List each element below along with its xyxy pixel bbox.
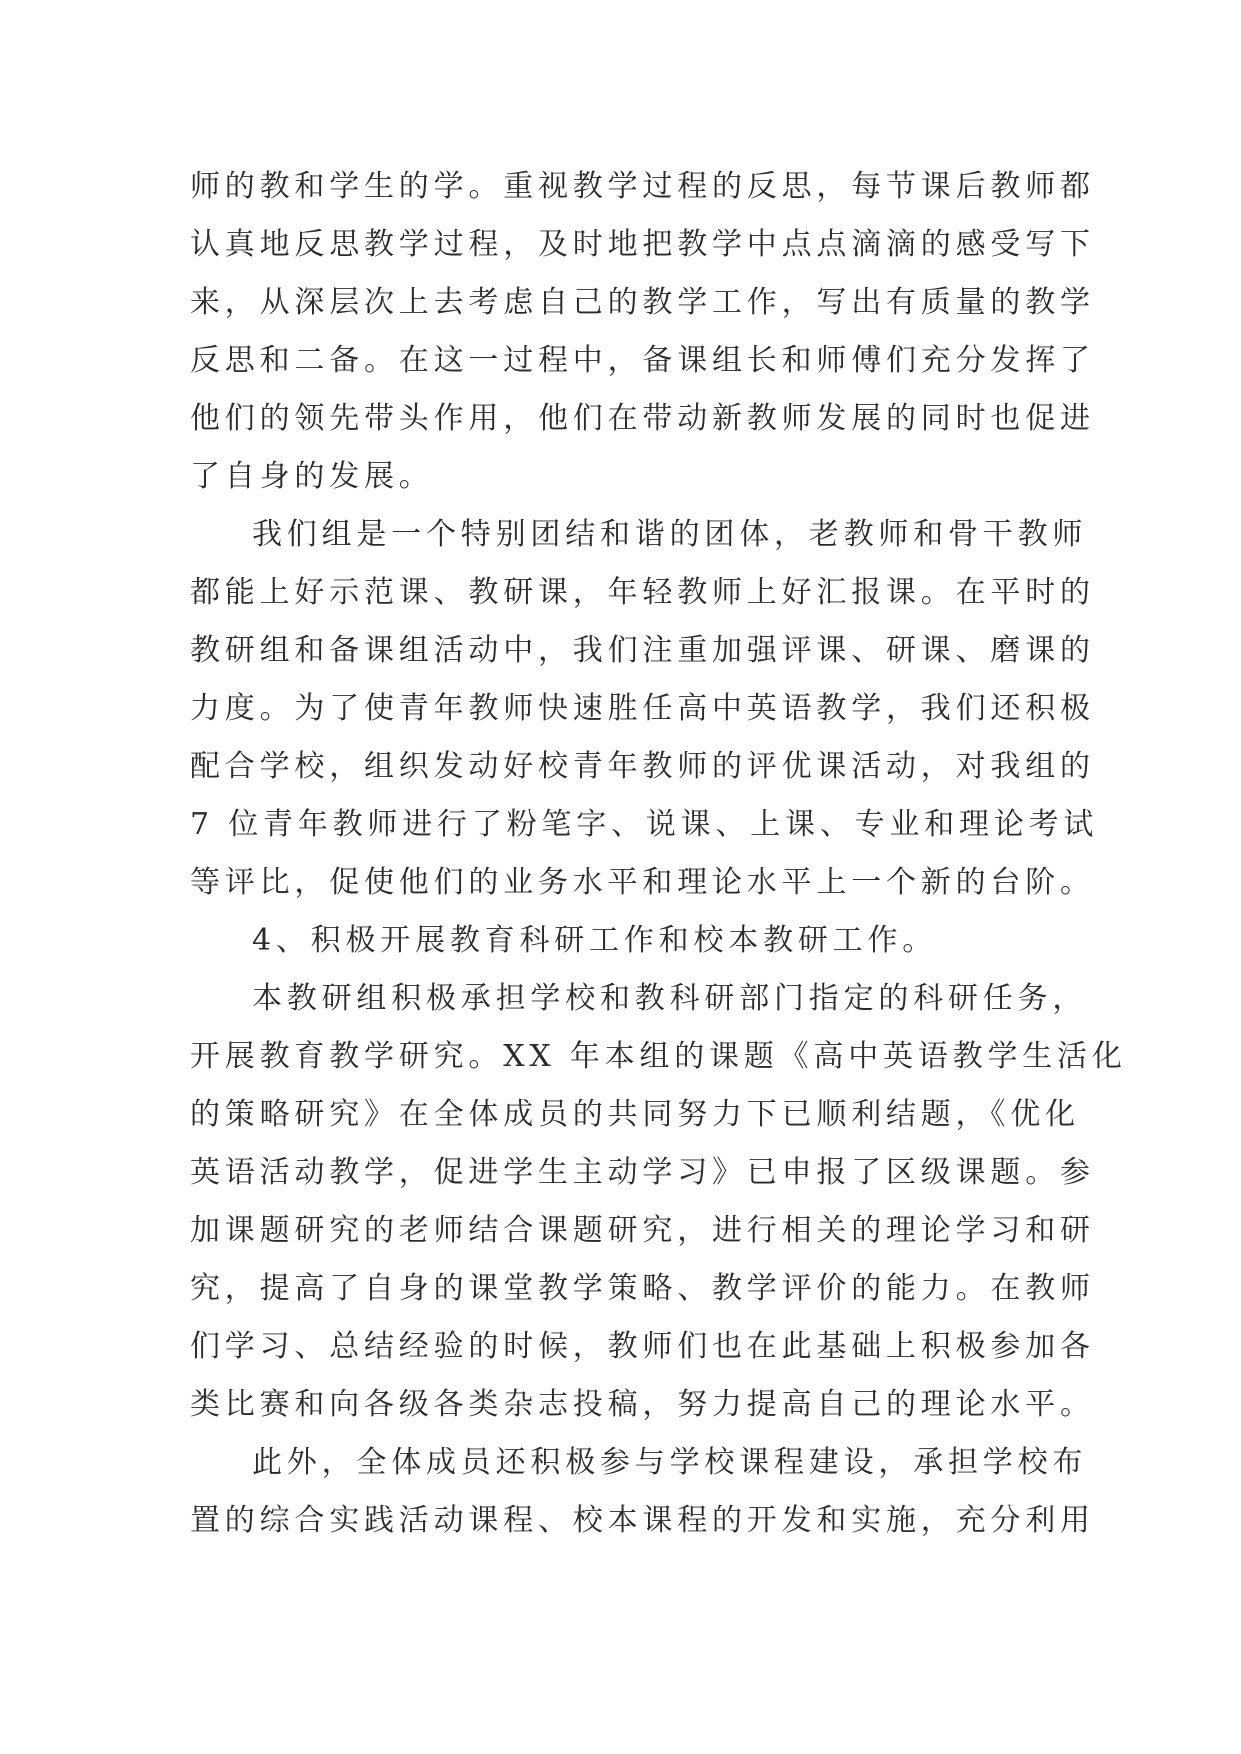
text-line: 力度。为了使青年教师快速胜任高中英语教学，我们还积极	[190, 691, 1095, 726]
text-line: 置的综合实践活动课程、校本课程的开发和实施，充分利用	[190, 1503, 1095, 1538]
text-line: 我们组是一个特别团结和谐的团体，老教师和骨干教师	[252, 517, 1088, 552]
section-heading: 4、积极开展教育科研工作和校本教研工作。	[252, 923, 938, 958]
body-text	[190, 158, 1127, 1550]
text-line: 配合学校，组织发动好校青年教师的评优课活动，对我组的	[190, 749, 1095, 784]
text-line: 教研组和备课组活动中，我们注重加强评课、研课、磨课的	[190, 633, 1095, 668]
text-line: 来，从深层次上去考虑自己的教学工作，写出有质量的教学	[190, 285, 1095, 320]
text-line: 的策略研究》在全体成员的共同努力下已顺利结题，《优化	[190, 1097, 1080, 1132]
text-line: 等评比，促使他们的业务水平和理论水平上一个新的台阶。	[190, 865, 1095, 900]
text-line: 加课题研究的老师结合课题研究，进行相关的理论学习和研	[190, 1213, 1095, 1248]
text-line: 都能上好示范课、教研课，年轻教师上好汇报课。在平时的	[190, 575, 1095, 610]
text-line: 英语活动教学，促进学生主动学习》已申报了区级课题。参	[190, 1155, 1095, 1190]
text-line: 了自身的发展。	[190, 459, 434, 494]
text-line: 们学习、总结经验的时候，教师们也在此基础上积极参加各	[190, 1329, 1095, 1364]
text-line: 认真地反思教学过程，及时地把教学中点点滴滴的感受写下	[190, 227, 1095, 262]
text-line: 类比赛和向各级各类杂志投稿，努力提高自己的理论水平。	[190, 1387, 1095, 1422]
text-line: 本教研组积极承担学校和教科研部门指定的科研任务，	[252, 981, 1088, 1016]
text-line: 此外，全体成员还积极参与学校课程建设，承担学校布	[252, 1445, 1088, 1480]
text-line: 他们的领先带头作用，他们在带动新教师发展的同时也促进	[190, 401, 1095, 436]
text-line: 7 位青年教师进行了粉笔字、说课、上课、专业和理论考试	[190, 807, 1099, 842]
text-line: 反思和二备。在这一过程中，备课组长和师傅们充分发挥了	[190, 343, 1095, 378]
text-line: 师的教和学生的学。重视教学过程的反思，每节课后教师都	[190, 169, 1095, 204]
text-line: 究，提高了自身的课堂教学策略、教学评价的能力。在教师	[190, 1271, 1095, 1306]
text-line: 开展教育教学研究。XX 年本组的课题《高中英语教学生活化	[190, 1039, 1127, 1074]
